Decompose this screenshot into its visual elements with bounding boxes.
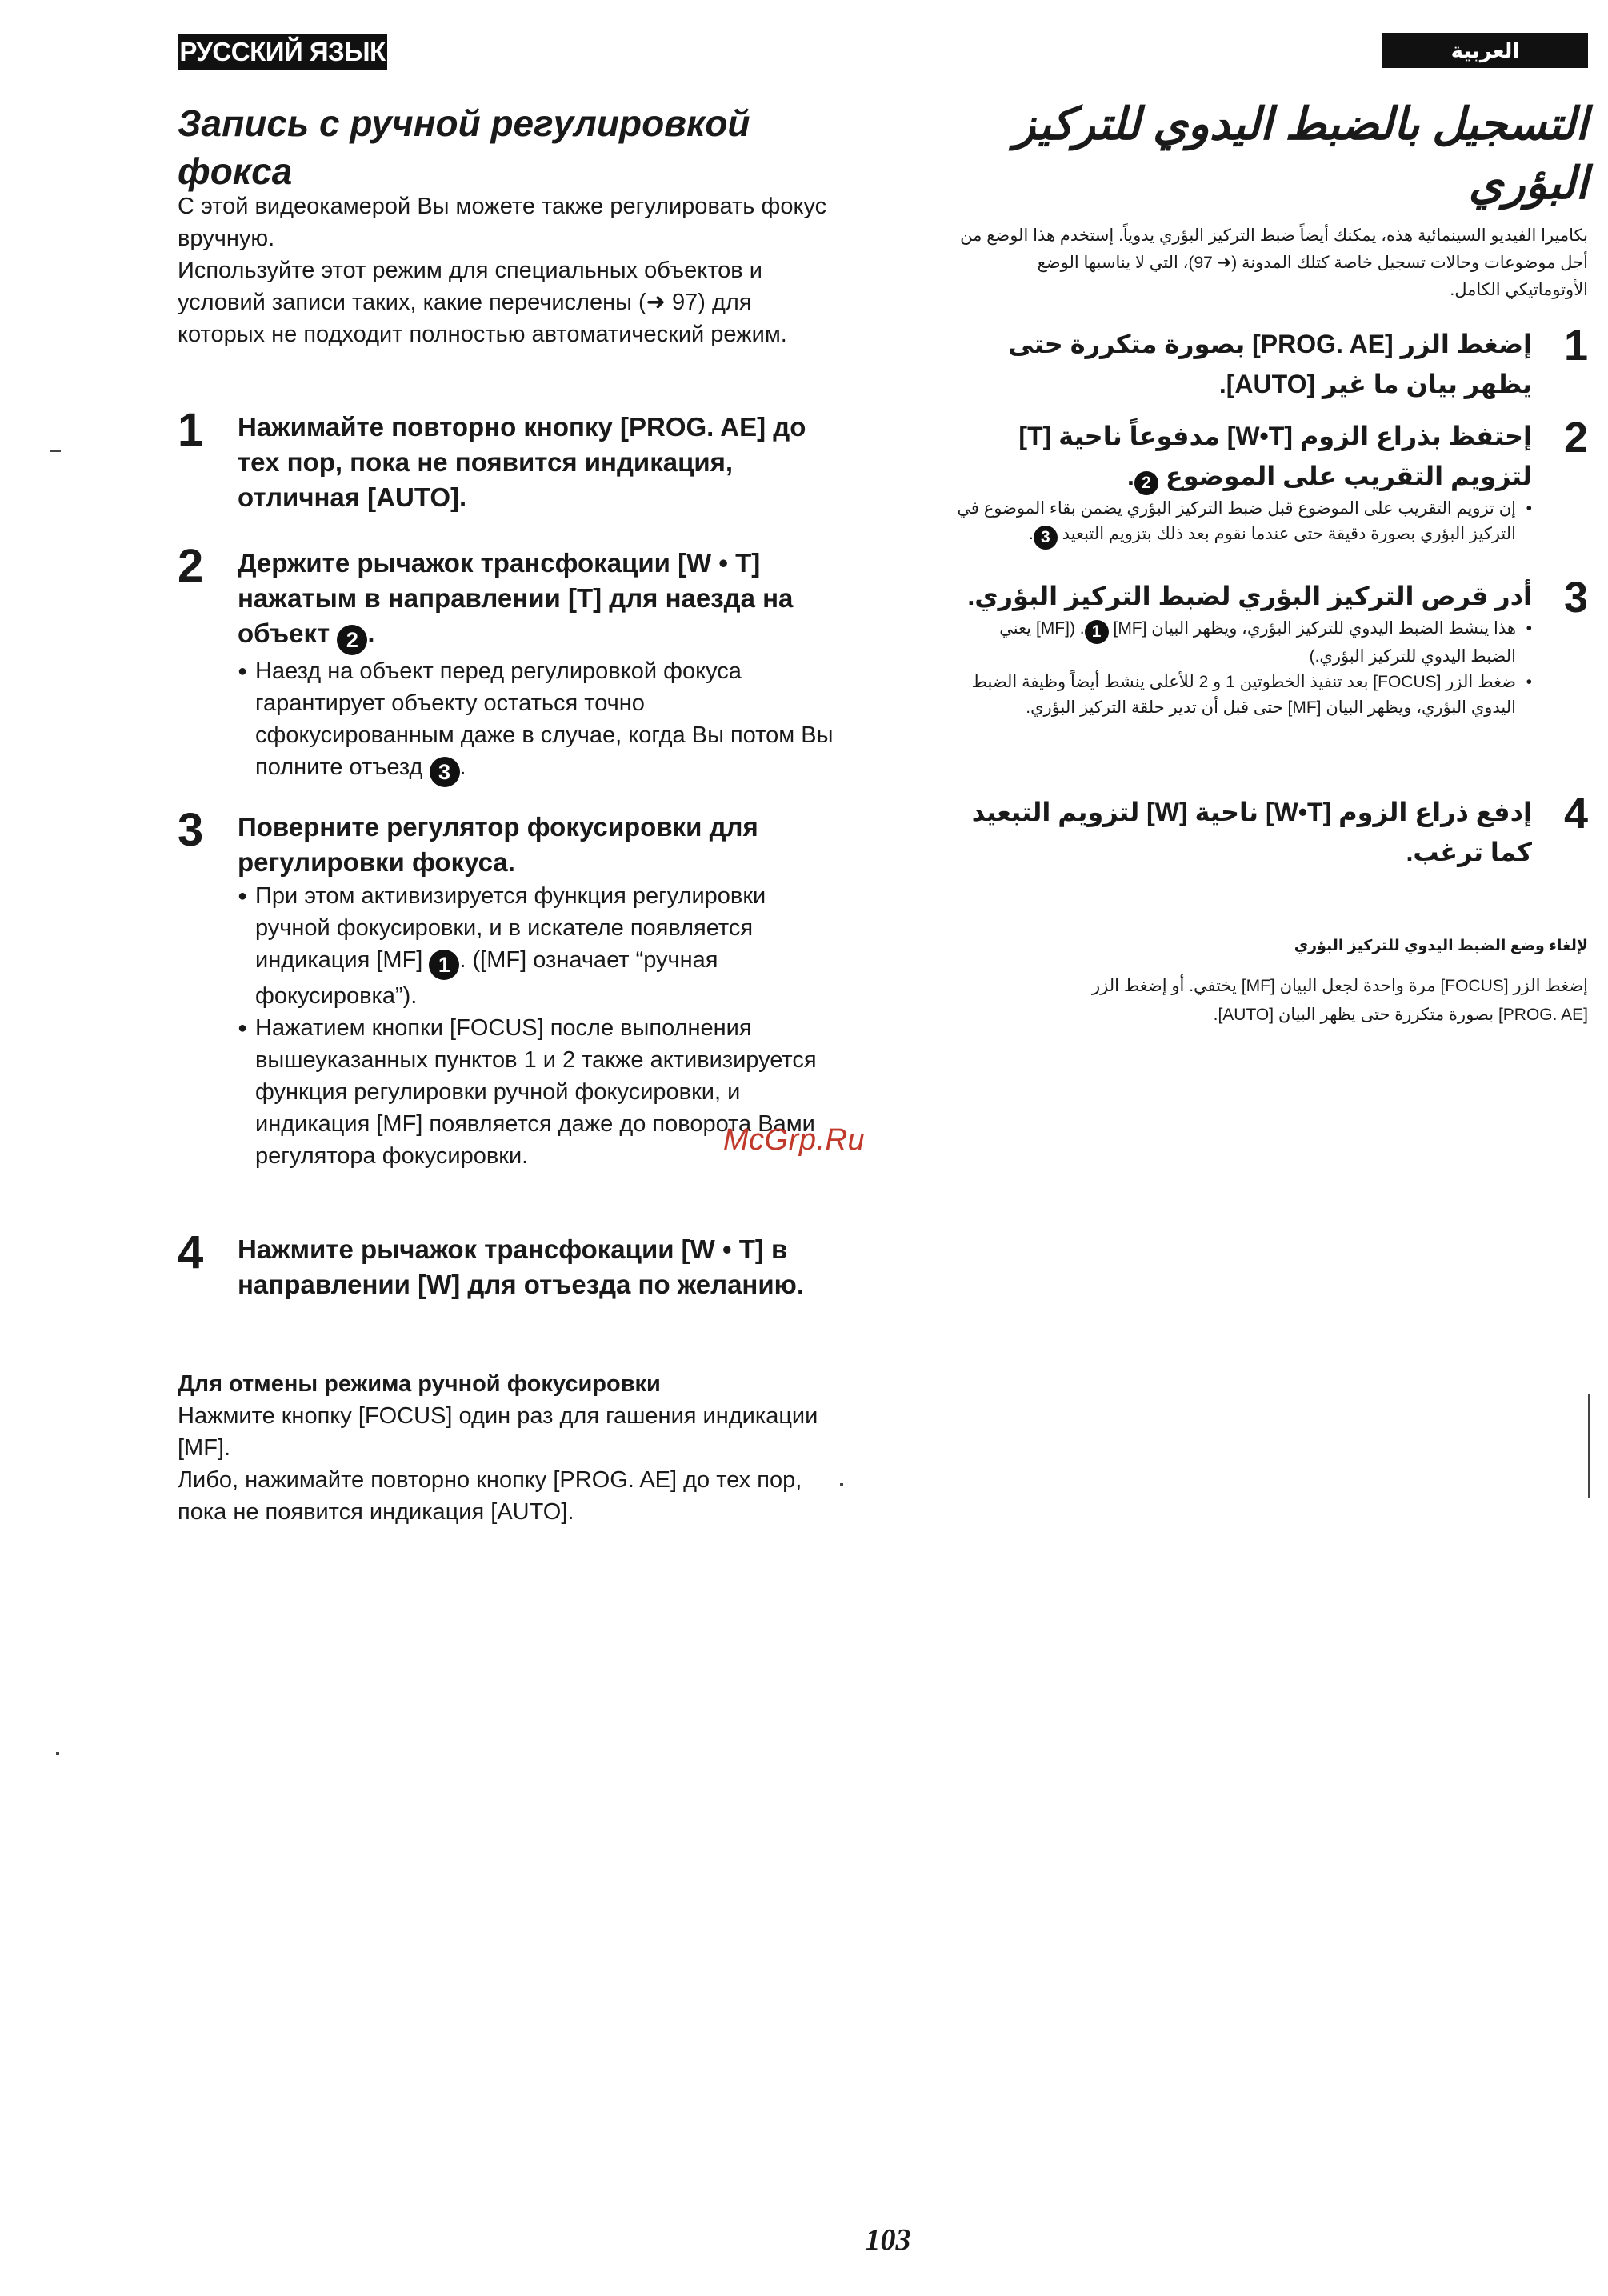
ar-intro: بكاميرا الفيديو السينمائية هذه، يمكنك أيضاً ضبط التركيز البؤري يدوياً. إستخدم هذا الوضع من أجل موضوعات وحالات تسجيل خاصة كتلك المدونة (➜ 97)، التي لا يناسبها الوضع الأوتوماتيكي الكامل. [960, 226, 1588, 299]
ar-cancel-section [952, 932, 1588, 1030]
step-number: 2 [1563, 414, 1588, 462]
circled-number-icon: 1 [1085, 620, 1109, 644]
ru-cancel-heading: Для отмены режима ручной фокусировки [178, 1371, 661, 1397]
ar-step-1 [952, 324, 1588, 404]
step-number: 3 [178, 804, 204, 856]
step-number: 1 [178, 404, 204, 456]
page-number: 103 [865, 2223, 911, 2257]
scan-mark [840, 1483, 843, 1486]
step-heading: Нажимайте повторно кнопку [PROG. AE] до тех пор, пока не появится индикация, отличная [AUTO]. [238, 412, 806, 512]
step-heading: إدفع ذراع الزوم [W•T] ناحية [W] لتزويم التبعيد كما ترغب. [971, 798, 1532, 866]
ru-intro-paragraph: С этой видеокамерой Вы можете также регулировать фокус вручную. [178, 194, 827, 251]
ru-step-3 [178, 804, 842, 1172]
step-heading: Нажмите рычажок трансфокации [W • T] в направлении [W] для отъезда по желанию. [238, 1234, 805, 1299]
step-bullet: • إن تزويم التقريب على الموضوع قبل ضبط التركيز البؤري يضمن بقاء الموضوع في التركيز البؤري بصورة دقيقة حتى عندما نقوم بعد ذلك بتزويم التبعيد 3. [952, 496, 1532, 550]
scan-mark [1588, 1394, 1590, 1498]
step-number: 3 [1563, 574, 1588, 622]
step-bullet: ● Нажатием кнопки [FOCUS] после выполнения вышеуказанных пунктов 1 и 2 также активизируется функция регулировки ручной фокусировки, и индикация [MF] появляется даже до поворота Вами регулятора фокусировки. [238, 1012, 842, 1172]
ar-cancel-text: إضغط الزر [FOCUS] مرة واحدة لجعل البيان [MF] يختفي. أو إضغط الزر [1092, 977, 1588, 995]
ar-step-4 [952, 792, 1588, 872]
step-bullet: • ضغط الزر [FOCUS] بعد تنفيذ الخطوتين 1 و 2 للأعلى ينشط أيضاً وظيفة الضبط اليدوي البؤري، ويظهر البيان [MF] حتى قبل أن تدير حلقة التركيز البؤري. [952, 670, 1532, 721]
circled-number-icon: 2 [337, 625, 367, 655]
ru-step-2 [178, 540, 842, 787]
ru-cancel-section [178, 1368, 834, 1528]
step-number: 4 [178, 1226, 204, 1278]
watermark: McGrp.Ru [723, 1123, 866, 1157]
step-number: 4 [1563, 790, 1588, 838]
step-bullet: ● Наезд на объект перед регулировкой фокуса гарантирует объекту остаться точно сфокусированным даже в случае, когда Вы потом Вы полните отъезд 3 . [238, 655, 842, 787]
ru-intro [178, 190, 834, 350]
ru-page-title: Запись с ручной регулировкой фокса [178, 102, 750, 192]
ar-step-3 [952, 576, 1588, 721]
step-heading: أدر قرص التركيز البؤري لضبط التركيز البؤري. [967, 582, 1532, 610]
language-tab-arabic: العربية [1382, 33, 1588, 68]
step-heading: Держите рычажок трансфокации [W • T] нажатым в направлении [T] для наезда на объект 2 . [238, 546, 842, 655]
ru-cancel-text: Либо, нажимайте повторно кнопку [PROG. AE] до тех пор, пока не появится индикация [AUTO]. [178, 1467, 802, 1525]
scan-mark [50, 450, 61, 452]
circled-number-icon: 3 [430, 757, 460, 787]
circled-number-icon: 1 [429, 950, 459, 980]
ar-cancel-heading: لإلغاء وضع الضبط اليدوي للتركيز البؤري [1294, 938, 1588, 954]
step-bullet: ● При этом активизируется функция регулировки ручной фокусировки, и в искателе появляется индикация [MF] 1 . ([MF] означает “ручная фокусировка”). [238, 880, 842, 1012]
step-number: 2 [178, 540, 204, 592]
step-heading: Поверните регулятор фокусировки для регулировки фокуса. [238, 812, 758, 877]
ru-step-4 [178, 1226, 842, 1302]
ar-step-2 [952, 416, 1588, 550]
ar-cancel-text: [PROG. AE] بصورة متكررة حتى يظهر البيان [AUTO]. [1213, 1006, 1588, 1024]
ru-intro-paragraph: Используйте этот режим для специальных объектов и условий записи таких, какие перечислены (➜ 97) для которых не подходит полностью автоматический режим. [178, 258, 787, 347]
ru-cancel-text: Нажмите кнопку [FOCUS] один раз для гашения индикации [MF]. [178, 1403, 818, 1461]
ru-step-1 [178, 404, 842, 515]
step-heading: إحتفظ بذراع الزوم [W•T] مدفوعاً ناحية [T] لتزويم التقريب على الموضوع 2. [952, 416, 1532, 496]
language-tab-russian: РУССКИЙ ЯЗЫК [178, 34, 387, 70]
step-number: 1 [1563, 322, 1588, 370]
circled-number-icon: 3 [1034, 526, 1058, 550]
circled-number-icon: 2 [1134, 471, 1158, 495]
step-heading: إضغط الزر [PROG. AE] بصورة متكررة حتى يظهر بيان ما غير [AUTO]. [1008, 330, 1532, 398]
scan-mark [56, 1752, 59, 1755]
step-bullet: • هذا ينشط الضبط اليدوي للتركيز البؤري، ويظهر البيان [MF] 1. ([MF] يعني الضبط اليدوي للتركيز البؤري.) [952, 616, 1532, 670]
ar-page-title: التسجيل بالضبط اليدوي للتركيز البؤري [1014, 98, 1588, 208]
